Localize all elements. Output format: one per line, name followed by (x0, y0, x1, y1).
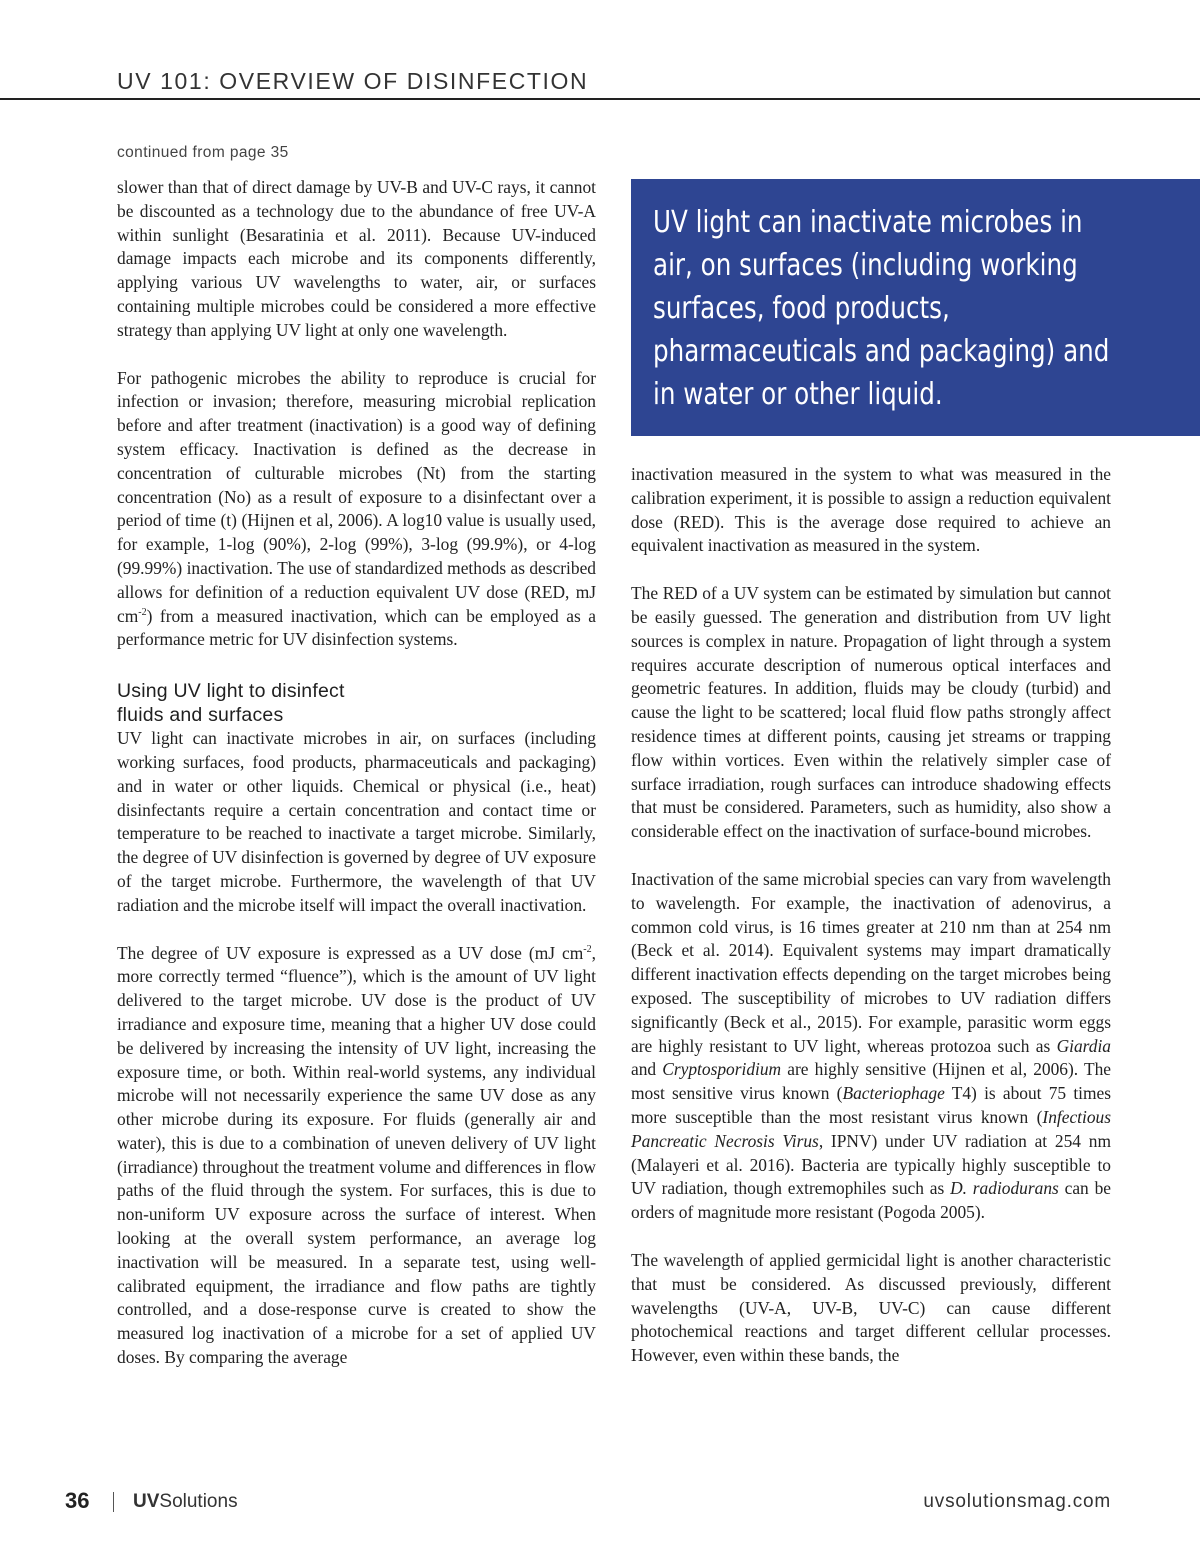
left-paragraph-2-text-a: For pathogenic microbes the ability to reproduce is crucial for infection or invasion; therefore, measuring microbial replication before and after treatment (inactivation) is a good way of defining system efficacy. Inactivation is defined as the decrease in concentration of culturable microbes (Nt) from the starting concentration (No) as a result of exposure to a disinfectant over a period of time (t) (Hijnen et al, 2006). A log10 value is usually used, for example, 1-log (90%), 2-log (99%), 3-log (99.9%), or 4-log (99.99%) inactivation. The use of standardized methods as described allows for definition of a reduction equivalent UV dose (RED, mJ cm (117, 367, 596, 626)
right-column (631, 463, 1111, 1392)
publication-name-bold: UV (133, 1491, 160, 1512)
right-paragraph-3-text-e: , IPNV) under UV radiation at 254 nm (Malayeri et al. 2016). Bacteria are typically highly susceptible to UV radiation, though extremophiles such as (631, 1130, 1111, 1199)
publication-name-rest: Solutions (159, 1491, 238, 1512)
website-url: uvsolutionsmag.com (923, 1491, 1111, 1512)
pullquote-text: UV light can inactivate microbes in air, on surfaces (including working surfaces, food products, pharmaceuticals and packaging) and in water or other liquid. (653, 205, 1110, 412)
left-paragraph-2-superscript: -2 (138, 606, 147, 618)
continued-note: continued from page 35 (117, 144, 289, 161)
left-column (117, 176, 596, 1394)
right-paragraph-3-text-f: can be orders of magnitude more resistant (Pogoda 2005). (631, 1178, 1111, 1223)
right-paragraph-3-text-b: and (631, 1059, 663, 1080)
left-paragraph-2 (117, 367, 596, 653)
left-paragraph-1: slower than that of direct damage by UV-B and UV-C rays, it cannot be discounted as a technology due to the abundance of free UV-A within sunlight (Besaratinia et al. 2011). Because UV-induced damage impacts each microbe and its components differently, applying various UV wavelengths to water, air, or surfaces containing multiple microbes could be considered a more effective strategy than applying UV light at only one wavelength. (117, 177, 596, 340)
left-paragraph-4 (117, 942, 596, 1370)
cryptosporidium-term: Cryptosporidium (662, 1059, 782, 1080)
right-paragraph-2: The RED of a UV system can be estimated by simulation but cannot be easily guessed. The generation and distribution from UV light sources is complex in nature. Propagation of light through a system requires accurate description of numerous optical interfaces and geometric features. In addition, fluids may be cloudy (turbid) and cause the light to be scattered; local fluid flow paths strongly affect residence times at different points, causing jet streams or trapping flow within vortices. Even within the relatively simpler case of surface irradiation, rough surfaces can introduce shadowing effects that must be considered. Parameters, such as humidity, also show a considerable effect on the inactivation of surface-bound microbes. (631, 583, 1111, 842)
footer-divider (113, 1492, 114, 1512)
right-paragraph-3-text-a: Inactivation of the same microbial species can vary from wavelength to wavelength. For example, the inactivation of adenovirus, a common cold virus, is 16 times greater at 210 nm than at 254 nm (Beck et al. 2014). Equivalent systems may impart dramatically different inactivation effects depending on the target microbes being exposed. The susceptibility of microbes to UV radiation differs significantly (Beck et al., 2015). For example, parasitic worm eggs are highly resistant to UV light, whereas protozoa such as (631, 868, 1111, 1056)
running-head: UV 101: OVERVIEW OF DISINFECTION (117, 68, 589, 94)
right-paragraph-4: The wavelength of applied germicidal light is another characteristic that must be considered. As discussed previously, different wavelengths (UV-A, UV-B, UV-C) can cause different photochemical reactions and target different cellular processes. However, even within these bands, the (631, 1249, 1111, 1366)
left-paragraph-4-superscript: -2 (583, 943, 592, 955)
left-paragraph-3: UV light can inactivate microbes in air, on surfaces (including working surfaces, food products, pharmaceuticals and packaging) and in water or other liquids. Chemical or physical (i.e., heat) disinfectants require a certain concentration and contact time or temperature to be reached to inactivate a target microbe. Similarly, the degree of UV disinfection is governed by degree of UV exposure of the target microbe. Furthermore, the wavelength of that UV radiation and the microbe itself will impact the overall inactivation. (117, 728, 596, 915)
subhead-line-1: Using UV light to disinfect (117, 680, 345, 703)
right-paragraph-1: inactivation measured in the system to what was measured in the calibration experiment, it is possible to assign a reduction equivalent dose (RED). This is the average dose required to achieve an equivalent inactivation as measured in the system. (631, 464, 1111, 556)
header-rule (0, 98, 1200, 100)
pullquote-box (631, 179, 1200, 436)
left-paragraph-4-text-b: , more correctly termed “fluence”), which is the amount of UV light delivered to the target microbe. UV dose is the product of UV irradiance and exposure time, meaning that a higher UV dose could be delivered by increasing the intensity of UV light, increasing the exposure time, or both. Within real-world systems, any individual microbe will not necessarily experience the same UV dose as any other microbe during its exposure. For fluids (generally air and water), this is due to a combination of uneven delivery of UV light (irradiance) throughout the treatment volume and differences in flow paths of the fluid through the system. For surfaces, this is due to non-uniform UV exposure across the surface of interest. When looking at the overall system performance, an average log inactivation will be measured. In a separate test, using well-calibrated equipment, the irradiance and flow paths are tightly controlled, and a dose-response curve is created to show the measured log inactivation of a microbe for a set of applied UV doses. By comparing the average (117, 942, 596, 1368)
section-subhead (117, 679, 596, 727)
subhead-line-2: fluids and surfaces (117, 704, 284, 727)
page-number: 36 (65, 1488, 90, 1513)
publication-name (133, 1491, 238, 1513)
bacteriophage-term: Bacteriophage (842, 1083, 945, 1104)
right-paragraph-3-text-d: T4) is about 75 times more susceptible than the most resistant virus known ( (631, 1083, 1112, 1127)
left-paragraph-2-text-b: ) from a measured inactivation, which can be employed as a performance metric for UV disinfection systems. (117, 605, 596, 650)
ipnv-term: Infectious Pancreatic Necrosis Virus (631, 1106, 1111, 1151)
giardia-term: Giardia (1056, 1035, 1111, 1056)
right-paragraph-3-text-c: are highly sensitive (Hijnen et al, 2006). The most sensitive virus known ( (631, 1059, 1111, 1104)
page-footer (65, 1488, 1111, 1518)
d-radiodurans-term: D. radiodurans (950, 1178, 1059, 1199)
left-paragraph-4-text-a: The degree of UV exposure is expressed as a UV dose (mJ cm (117, 942, 584, 963)
right-paragraph-3 (631, 868, 1111, 1225)
